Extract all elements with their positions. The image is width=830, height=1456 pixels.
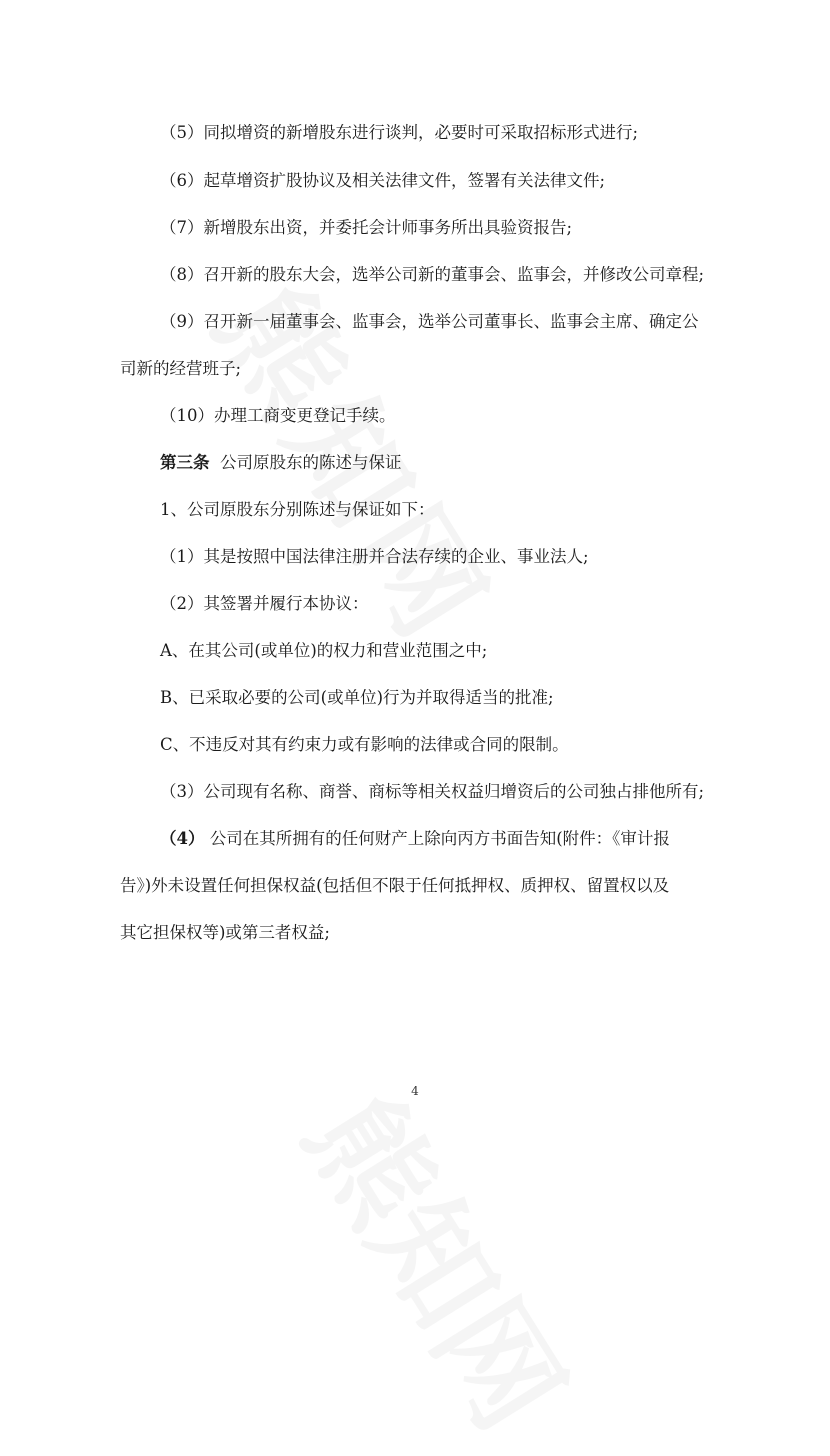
clause-1-4-number: （4） [160,829,205,848]
clause-1-3: （3）公司现有名称、商誉、商标等相关权益归增资后的公司独占排他所有; [160,782,705,801]
item-10: （10）办理工商变更登记手续。 [160,406,396,425]
item-9-continued: 司新的经营班子; [120,359,242,378]
clause-1-2: （2）其签署并履行本协议： [160,594,369,613]
page-number: 4 [411,1084,419,1098]
clause-1-1: （1）其是按照中国法律注册并合法存续的企业、事业法人; [160,547,589,566]
clause-c: C、不违反对其有约束力或有影响的法律或合同的限制。 [160,735,569,754]
clause-a: A、在其公司(或单位)的权力和营业范围之中; [160,641,488,660]
article-3-number: 第三条 [160,453,210,472]
item-9: （9）召开新一届董事会、监事会，选举公司董事长、监事会主席、确定公 [160,312,699,331]
clause-1-4-text: 公司在其所拥有的任何财产上除向丙方书面告知(附件：《审计报 [209,829,670,848]
article-3-title: 公司原股东的陈述与保证 [220,453,402,472]
clause-1: 1、公司原股东分别陈述与保证如下： [160,500,435,519]
clause-b: B、已采取必要的公司(或单位)行为并取得适当的批准; [160,688,554,707]
watermark-bottom [274,1060,611,1456]
clause-1-4-end: 其它担保权等)或第三者权益; [120,923,330,942]
item-6: （6）起草增资扩股协议及相关法律文件，签署有关法律文件; [160,171,606,190]
article-3-heading [160,451,402,475]
clause-1-4-continued: 告》)外未设置任何担保权益(包括但不限于任何抵押权、质押权、留置权以及 [120,876,670,895]
item-5: （5）同拟增资的新增股东进行谈判，必要时可采取招标形式进行; [160,123,639,142]
clause-1-4 [160,827,670,851]
item-7: （7）新增股东出资，并委托会计师事务所出具验资报告; [160,218,573,237]
item-8: （8）召开新的股东大会，选举公司新的董事会、监事会，并修改公司章程; [160,265,705,284]
